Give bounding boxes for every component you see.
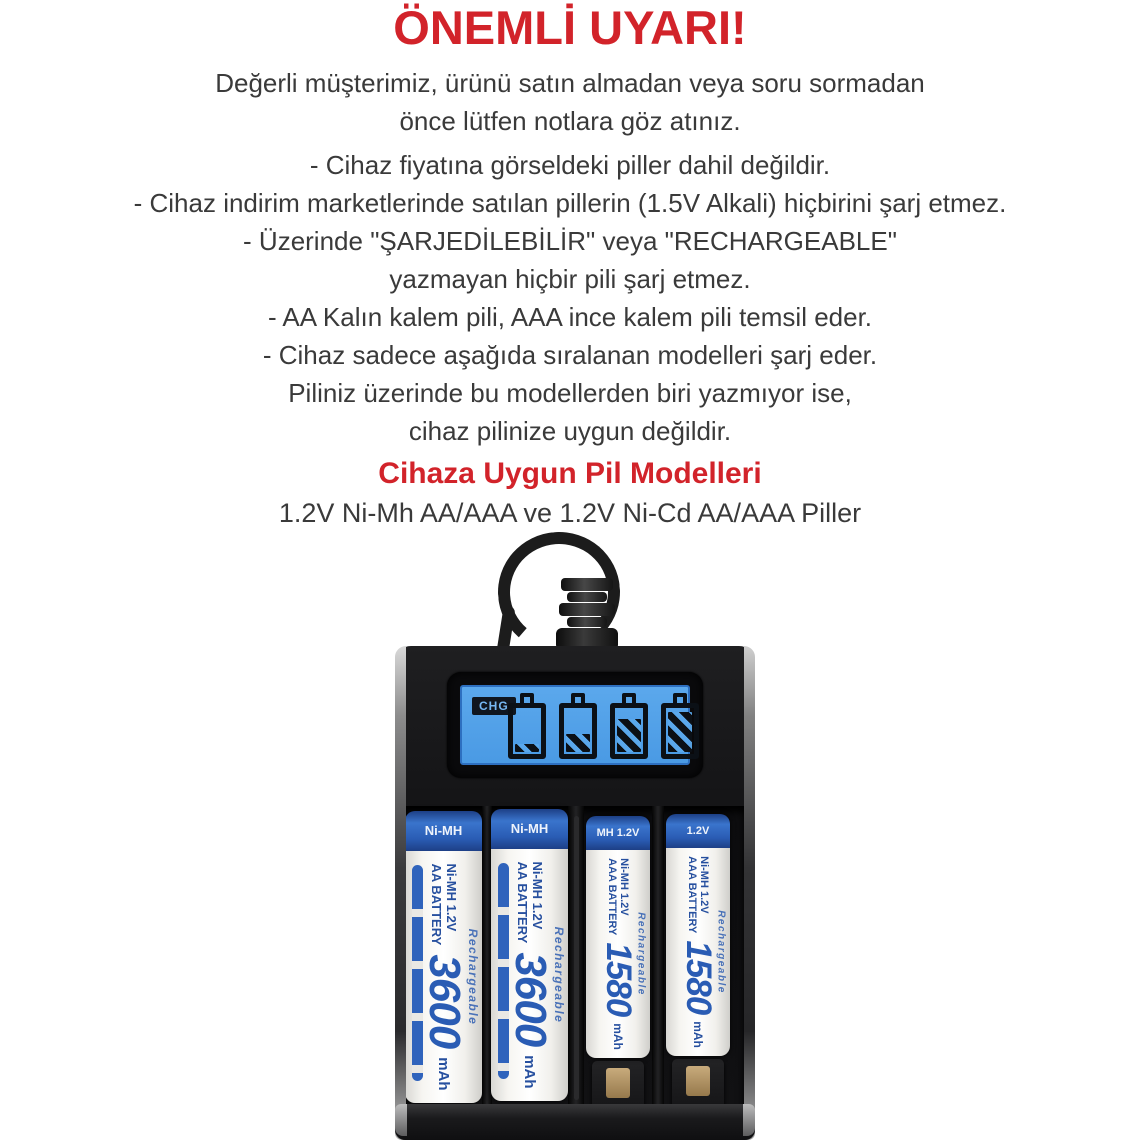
cable-strain-relief xyxy=(567,617,607,627)
battery-body xyxy=(586,850,650,1058)
battery-cap-band: 1.2V xyxy=(666,814,730,848)
battery-capacity: 3600 xyxy=(419,954,469,1049)
battery-level-icon xyxy=(559,703,597,759)
warning-note: cihaz pilinize uygun değildir. xyxy=(408,416,732,446)
lcd-frame xyxy=(447,672,703,778)
battery-spec: Ni-MH 1.2V AAA BATTERY xyxy=(686,856,710,934)
battery-aa-slot2 xyxy=(491,809,568,1101)
rechargeable-label: Rechargeable xyxy=(635,912,647,996)
compatible-models-line: 1.2V Ni-Mh AA/AAA ve 1.2V Ni-Cd AA/AAA Piller xyxy=(278,498,862,528)
warning-intro-line: Değerli müşterimiz, ürünü satın almadan veya soru sormadan xyxy=(215,68,925,98)
battery-spec: Ni-MH 1.2V AAA BATTERY xyxy=(606,858,630,936)
battery-level-icon xyxy=(610,703,648,759)
battery-capacity: 1580 xyxy=(599,942,638,1017)
battery-label xyxy=(678,856,718,1048)
lcd-screen xyxy=(460,685,690,765)
battery-label xyxy=(505,861,555,1088)
charger-product-photo xyxy=(0,528,1140,1140)
battery-unit: mAh xyxy=(611,1023,625,1050)
warning-note: - Cihaz sadece aşağıda sıralanan modelleri şarj eder. xyxy=(262,340,878,370)
warning-note: Piliniz üzerinde bu modellerden biri yazmıyor ise, xyxy=(288,378,852,408)
battery-body xyxy=(666,848,730,1056)
warning-intro-line: önce lütfen notlara göz atınız. xyxy=(399,106,741,136)
battery-level-icon xyxy=(661,703,699,759)
battery-aaa-slot3 xyxy=(586,816,650,1058)
warning-section xyxy=(0,0,1140,532)
charger-bottom-rim xyxy=(395,1104,755,1140)
cable-strain-relief xyxy=(567,592,607,602)
gold-contact xyxy=(606,1068,630,1098)
warning-title: ÖNEMLİ UYARI! xyxy=(393,1,747,54)
battery-aaa-slot4 xyxy=(666,814,730,1056)
charger-left-edge xyxy=(395,646,406,1140)
warning-note: - AA Kalın kalem pili, AAA ince kalem pili temsil eder. xyxy=(267,302,873,332)
warning-note: - Üzerinde "ŞARJEDİLEBİLİR" veya "RECHARGEABLE" xyxy=(243,226,897,256)
gold-contact xyxy=(686,1066,710,1096)
battery-label xyxy=(598,858,638,1050)
compatible-models-title: Cihaza Uygun Pil Modelleri xyxy=(378,457,762,490)
cable-strain-relief xyxy=(556,628,618,648)
battery-unit: mAh xyxy=(521,1055,538,1089)
chg-indicator: CHG xyxy=(472,697,516,715)
battery-cap-band: Ni-MH xyxy=(491,809,568,849)
slot-rail xyxy=(574,816,579,1100)
rechargeable-label: Rechargeable xyxy=(465,928,480,1026)
battery-level-icon xyxy=(508,703,546,759)
battery-cap-band: MH 1.2V xyxy=(586,816,650,850)
battery-capacity: 1580 xyxy=(679,940,718,1015)
battery-unit: mAh xyxy=(435,1057,452,1091)
battery-unit: mAh xyxy=(691,1021,705,1048)
warning-note: - Cihaz indirim marketlerinde satılan pillerin (1.5V Alkali) hiçbirini şarj etmez. xyxy=(133,188,1007,218)
battery-spec: Ni-MH 1.2V AA BATTERY xyxy=(514,861,545,944)
battery-label xyxy=(419,863,469,1090)
rechargeable-label: Rechargeable xyxy=(715,910,727,994)
battery-body xyxy=(405,851,482,1103)
charger-body xyxy=(395,646,755,1140)
battery-aa-slot1 xyxy=(405,811,482,1103)
charger-right-edge xyxy=(744,646,755,1140)
slot-divider xyxy=(652,806,664,1110)
battery-body xyxy=(491,849,568,1101)
battery-cap-band: Ni-MH xyxy=(405,811,482,851)
rechargeable-label: Rechargeable xyxy=(551,926,566,1024)
cable-strain-relief xyxy=(559,603,615,616)
battery-spec: Ni-MH 1.2V AA BATTERY xyxy=(428,863,459,946)
cable-strain-relief xyxy=(561,578,613,591)
warning-note: - Cihaz fiyatına görseldeki piller dahil değildir. xyxy=(309,150,831,180)
lcd-battery-icons xyxy=(508,703,699,759)
battery-capacity: 3600 xyxy=(505,952,555,1047)
warning-note: yazmayan hiçbir pili şarj etmez. xyxy=(389,264,751,294)
